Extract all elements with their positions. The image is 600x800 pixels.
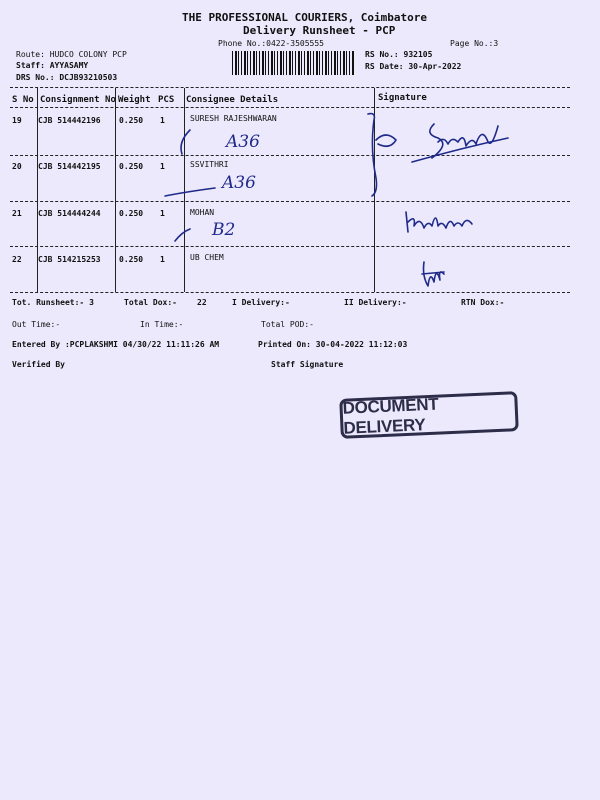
row-sno: 19	[12, 116, 22, 125]
row-pcs: 1	[160, 116, 165, 125]
total-runsheet: Tot. Runsheet:- 3	[12, 298, 94, 307]
table-bottom-rule	[10, 292, 570, 293]
rs-number: RS No.: 932105	[365, 50, 433, 59]
header-bottom-rule	[10, 107, 570, 108]
table-top-rule	[10, 87, 570, 88]
company-name: THE PROFESSIONAL COURIERS, Coimbatore	[182, 11, 428, 24]
row-rule	[10, 246, 570, 247]
in-time: In Time:-	[140, 320, 184, 329]
row-pcs: 1	[160, 255, 165, 264]
document-delivery-stamp: DOCUMENT DELIVERY	[339, 391, 519, 439]
row-consignee: SSVITHRI	[190, 160, 229, 169]
signature-image	[402, 206, 482, 236]
rtn-dox: RTN Dox:-	[461, 298, 505, 307]
col-header-consignee: Consignee Details	[186, 95, 279, 105]
row-sno: 21	[12, 209, 22, 218]
route: Route: HUDCO COLONY PCP	[16, 50, 127, 59]
entered-by: Entered By :PCPLAKSHMI 04/30/22 11:11:26 AM	[12, 340, 220, 349]
signature-image	[372, 118, 522, 168]
column-divider	[115, 88, 116, 292]
row-consignee: MOHAN	[190, 208, 215, 217]
total-pod: Total POD:-	[261, 320, 314, 329]
total-dox-label: Total Dox:-	[124, 298, 177, 307]
row-weight: 0.250	[119, 255, 144, 264]
drs-number: DRS No.: DCJB93210503	[16, 73, 118, 82]
col-header-pcs: PCS	[158, 95, 175, 105]
page-number: Page No.:3	[450, 39, 499, 48]
handwritten-tick-mark	[170, 226, 210, 246]
col-header-consignment: Consignment No	[40, 95, 116, 105]
barcode	[232, 51, 354, 75]
row-consignment: CJB 514444244	[38, 209, 101, 218]
row-sno: 22	[12, 255, 22, 264]
out-time: Out Time:-	[12, 320, 61, 329]
staff-signature-label: Staff Signature	[271, 360, 344, 369]
runsheet-title: Delivery Runsheet - PCP	[243, 24, 396, 37]
row-consignee: UB CHEM	[190, 253, 224, 262]
row-sno: 20	[12, 162, 22, 171]
row-consignment: CJB 514442196	[38, 116, 101, 125]
row-pcs: 1	[160, 209, 165, 218]
ii-delivery: II Delivery:-	[344, 298, 407, 307]
handwritten-tick-mark	[170, 120, 230, 160]
handwritten-tick-mark	[160, 184, 220, 204]
row-weight: 0.250	[119, 162, 144, 171]
col-header-weight: Weight	[118, 95, 151, 105]
phone-number: Phone No.:0422-3505555	[218, 39, 324, 48]
total-dox-value: 22	[197, 298, 207, 307]
handwritten-note: A36	[226, 132, 260, 152]
row-consignment: CJB 514215253	[38, 255, 101, 264]
row-consignment: CJB 514442195	[38, 162, 101, 171]
rs-date: RS Date: 30-Apr-2022	[365, 62, 462, 71]
row-weight: 0.250	[119, 116, 144, 125]
verified-by: Verified By	[12, 360, 65, 369]
col-header-signature: Signature	[378, 93, 427, 103]
handwritten-note: B2	[212, 220, 236, 240]
row-consignee: SURESH RAJESHWARAN	[190, 114, 277, 123]
staff: Staff: AYYASAMY	[16, 61, 89, 70]
signature-image	[418, 256, 448, 290]
i-delivery: I Delivery:-	[232, 298, 290, 307]
row-pcs: 1	[160, 162, 165, 171]
row-rule	[10, 201, 570, 202]
row-weight: 0.250	[119, 209, 144, 218]
handwritten-note: A36	[222, 173, 256, 193]
printed-on: Printed On: 30-04-2022 11:12:03	[258, 340, 408, 349]
col-header-sno: S No	[12, 95, 34, 105]
